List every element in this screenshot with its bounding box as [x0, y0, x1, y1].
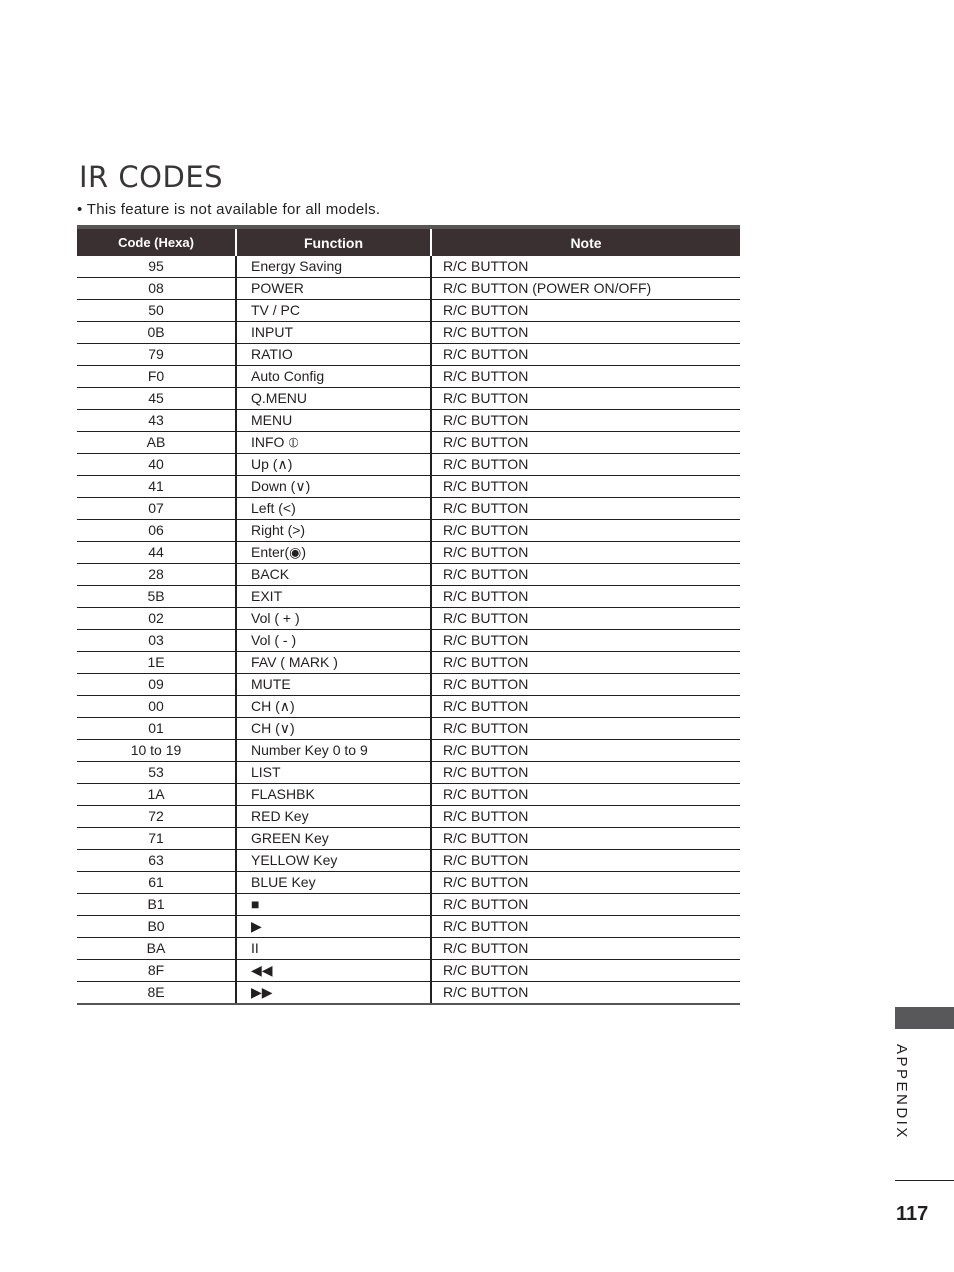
cell-code: 07 — [77, 498, 236, 520]
cell-note: R/C BUTTON — [431, 608, 740, 630]
cell-function: LIST — [236, 762, 431, 784]
cell-code: 03 — [77, 630, 236, 652]
cell-code: B1 — [77, 894, 236, 916]
table-row — [77, 432, 740, 454]
cell-note: R/C BUTTON — [431, 630, 740, 652]
cell-function: Number Key 0 to 9 — [236, 740, 431, 762]
cell-function: II — [236, 938, 431, 960]
cell-code: 41 — [77, 476, 236, 498]
cell-code: 1A — [77, 784, 236, 806]
cell-code: AB — [77, 432, 236, 454]
table-row — [77, 476, 740, 498]
cell-function: BACK — [236, 564, 431, 586]
cell-note: R/C BUTTON — [431, 850, 740, 872]
section-label: APPENDIX — [893, 1044, 910, 1140]
cell-note: R/C BUTTON — [431, 960, 740, 982]
cell-note: R/C BUTTON — [431, 410, 740, 432]
cell-code: 40 — [77, 454, 236, 476]
cell-note: R/C BUTTON — [431, 916, 740, 938]
cell-code: 02 — [77, 608, 236, 630]
cell-note: R/C BUTTON — [431, 256, 740, 278]
cell-code: 61 — [77, 872, 236, 894]
table-row — [77, 850, 740, 872]
cell-function: Down (∨) — [236, 476, 431, 498]
cell-note: R/C BUTTON — [431, 586, 740, 608]
cell-note: R/C BUTTON — [431, 806, 740, 828]
cell-function: ▶ — [236, 916, 431, 938]
cell-code: 09 — [77, 674, 236, 696]
table-row — [77, 960, 740, 982]
cell-code: 10 to 19 — [77, 740, 236, 762]
cell-code: 43 — [77, 410, 236, 432]
cell-note: R/C BUTTON — [431, 762, 740, 784]
cell-function: ■ — [236, 894, 431, 916]
cell-function: INPUT — [236, 322, 431, 344]
cell-note: R/C BUTTON — [431, 718, 740, 740]
section-tab-marker — [895, 1007, 954, 1029]
cell-code: 1E — [77, 652, 236, 674]
table-row — [77, 806, 740, 828]
cell-function: MUTE — [236, 674, 431, 696]
cell-code: 01 — [77, 718, 236, 740]
table-row — [77, 278, 740, 300]
cell-note: R/C BUTTON — [431, 784, 740, 806]
cell-function: GREEN Key — [236, 828, 431, 850]
cell-function: Vol ( + ) — [236, 608, 431, 630]
cell-note: R/C BUTTON — [431, 938, 740, 960]
table-row — [77, 344, 740, 366]
cell-note: R/C BUTTON — [431, 674, 740, 696]
divider — [895, 1180, 954, 1181]
cell-function: Energy Saving — [236, 256, 431, 278]
cell-code: BA — [77, 938, 236, 960]
cell-function: FAV ( MARK ) — [236, 652, 431, 674]
cell-function: CH (∧) — [236, 696, 431, 718]
cell-function: Vol ( - ) — [236, 630, 431, 652]
cell-code: 45 — [77, 388, 236, 410]
cell-function: Q.MENU — [236, 388, 431, 410]
cell-code: 00 — [77, 696, 236, 718]
cell-note: R/C BUTTON — [431, 828, 740, 850]
cell-function: CH (∨) — [236, 718, 431, 740]
cell-note: R/C BUTTON — [431, 300, 740, 322]
cell-function: RATIO — [236, 344, 431, 366]
cell-note: R/C BUTTON (POWER ON/OFF) — [431, 278, 740, 300]
cell-function: BLUE Key — [236, 872, 431, 894]
table-row — [77, 674, 740, 696]
cell-note: R/C BUTTON — [431, 388, 740, 410]
table-row — [77, 564, 740, 586]
cell-code: F0 — [77, 366, 236, 388]
cell-function: INFO ⦶ — [236, 432, 431, 454]
table-row — [77, 366, 740, 388]
table-row — [77, 762, 740, 784]
cell-note: R/C BUTTON — [431, 542, 740, 564]
cell-function: POWER — [236, 278, 431, 300]
table-row — [77, 498, 740, 520]
cell-code: 71 — [77, 828, 236, 850]
cell-code: B0 — [77, 916, 236, 938]
cell-note: R/C BUTTON — [431, 872, 740, 894]
cell-function: EXIT — [236, 586, 431, 608]
cell-note: R/C BUTTON — [431, 476, 740, 498]
table-row — [77, 740, 740, 762]
cell-code: 53 — [77, 762, 236, 784]
cell-code: 79 — [77, 344, 236, 366]
cell-note: R/C BUTTON — [431, 432, 740, 454]
cell-note: R/C BUTTON — [431, 696, 740, 718]
table-row — [77, 894, 740, 916]
availability-note: • This feature is not available for all models. — [77, 201, 381, 218]
header-code: Code (Hexa) — [77, 227, 236, 256]
table-row — [77, 784, 740, 806]
cell-note: R/C BUTTON — [431, 520, 740, 542]
table-row — [77, 520, 740, 542]
cell-note: R/C BUTTON — [431, 564, 740, 586]
cell-function: Auto Config — [236, 366, 431, 388]
cell-code: 8E — [77, 982, 236, 1005]
cell-function: Enter(◉) — [236, 542, 431, 564]
cell-function: ◀◀ — [236, 960, 431, 982]
cell-function: MENU — [236, 410, 431, 432]
cell-function: RED Key — [236, 806, 431, 828]
table-row — [77, 586, 740, 608]
cell-function: ▶▶ — [236, 982, 431, 1005]
table-header-row — [77, 227, 740, 256]
cell-note: R/C BUTTON — [431, 454, 740, 476]
cell-note: R/C BUTTON — [431, 498, 740, 520]
header-function: Function — [236, 227, 431, 256]
table-row — [77, 410, 740, 432]
table-row — [77, 828, 740, 850]
table-row — [77, 608, 740, 630]
table-row — [77, 454, 740, 476]
cell-note: R/C BUTTON — [431, 740, 740, 762]
table-row — [77, 872, 740, 894]
cell-function: Up (∧) — [236, 454, 431, 476]
page-number: 117 — [896, 1203, 929, 1225]
table-row — [77, 982, 740, 1005]
cell-note: R/C BUTTON — [431, 894, 740, 916]
table-row — [77, 916, 740, 938]
table-row — [77, 388, 740, 410]
cell-code: 63 — [77, 850, 236, 872]
table-row — [77, 938, 740, 960]
cell-note: R/C BUTTON — [431, 982, 740, 1005]
cell-code: 44 — [77, 542, 236, 564]
cell-code: 8F — [77, 960, 236, 982]
table-row — [77, 300, 740, 322]
cell-code: 0B — [77, 322, 236, 344]
cell-note: R/C BUTTON — [431, 322, 740, 344]
cell-code: 95 — [77, 256, 236, 278]
cell-code: 28 — [77, 564, 236, 586]
cell-code: 5B — [77, 586, 236, 608]
ir-codes-table — [77, 225, 740, 1005]
cell-code: 72 — [77, 806, 236, 828]
cell-code: 06 — [77, 520, 236, 542]
cell-function: Right (>) — [236, 520, 431, 542]
page-title: IR CODES — [79, 160, 224, 194]
cell-function: TV / PC — [236, 300, 431, 322]
table-row — [77, 542, 740, 564]
cell-code: 50 — [77, 300, 236, 322]
header-note: Note — [431, 227, 740, 256]
table-row — [77, 718, 740, 740]
cell-function: FLASHBK — [236, 784, 431, 806]
table-row — [77, 256, 740, 278]
cell-function: Left (<) — [236, 498, 431, 520]
table-row — [77, 696, 740, 718]
cell-function: YELLOW Key — [236, 850, 431, 872]
cell-code: 08 — [77, 278, 236, 300]
cell-note: R/C BUTTON — [431, 344, 740, 366]
cell-note: R/C BUTTON — [431, 652, 740, 674]
table-row — [77, 652, 740, 674]
table-row — [77, 630, 740, 652]
cell-note: R/C BUTTON — [431, 366, 740, 388]
table-row — [77, 322, 740, 344]
